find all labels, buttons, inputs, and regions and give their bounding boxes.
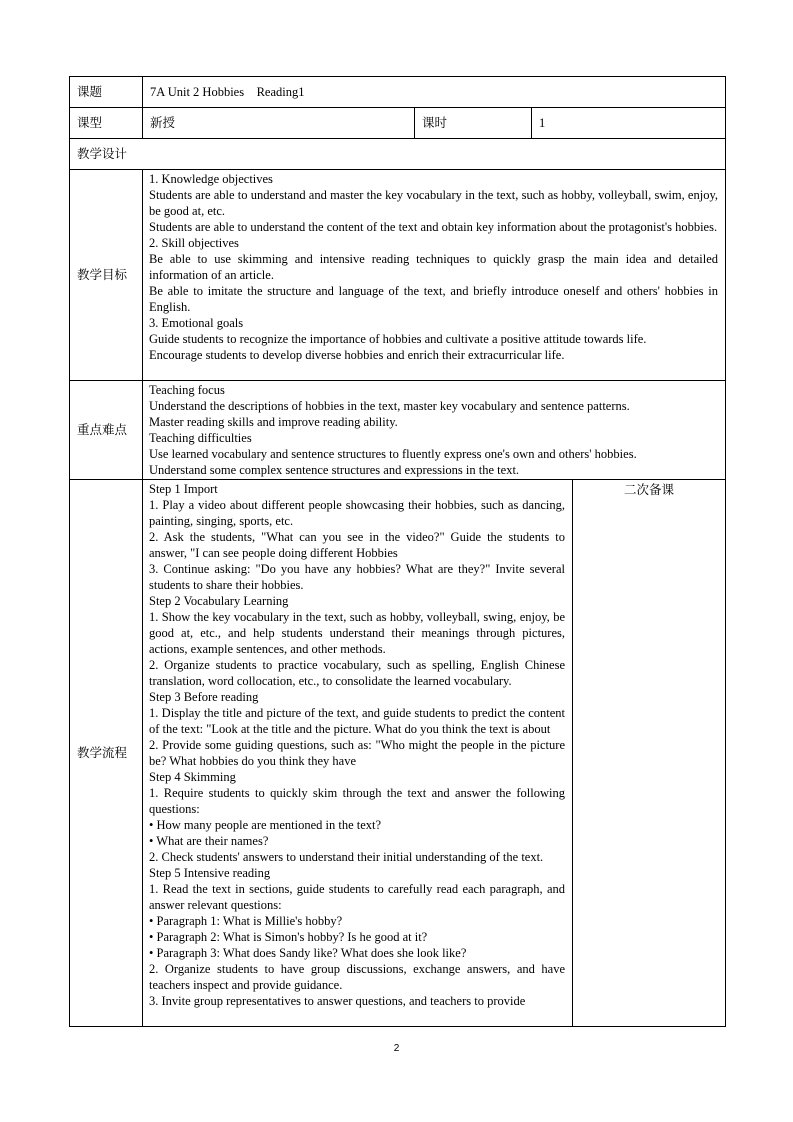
- text-line: • Paragraph 1: What is Millie's hobby?: [149, 914, 343, 928]
- text-line: 2. Check students' answers to understand their initial understanding of the text.: [149, 850, 544, 864]
- text-line: Use learned vocabulary and sentence structures to fluently express one's own and others' hobbies.: [149, 447, 637, 461]
- text-line: Encourage students to develop diverse hobbies and enrich their extracurricular life.: [149, 348, 565, 362]
- design-label: 教学设计: [70, 139, 726, 170]
- text-line: 1. Play a video about different people showcasing their hobbies, such as dancing, painting, singing, sports, etc.: [149, 498, 565, 528]
- text-line: Guide students to recognize the importance of hobbies and cultivate a positive attitude towards life.: [149, 332, 647, 346]
- design-row: [70, 139, 726, 170]
- text-line: Step 2 Vocabulary Learning: [149, 594, 289, 608]
- text-line: • Paragraph 3: What does Sandy like? What does she look like?: [149, 946, 467, 960]
- objectives-content: [143, 170, 726, 381]
- text-line: 2. Organize students to have group discussions, exchange answers, and have teachers inspect and provide guidance.: [149, 962, 565, 992]
- text-line: Step 1 Import: [149, 482, 218, 496]
- focus-row: [70, 381, 726, 480]
- text-line: Step 3 Before reading: [149, 690, 259, 704]
- notes-label: 二次备课: [573, 480, 726, 1027]
- text-line: Students are able to understand the content of the text and obtain key information about the protagonist's hobbies.: [149, 220, 718, 234]
- type-row: [70, 108, 726, 139]
- hours-label: 课时: [415, 108, 532, 139]
- process-row: [70, 480, 726, 1027]
- text-line: Students are able to understand and master the key vocabulary in the text, such as hobby, volleyball, swim, enjoy, be good at, etc.: [149, 188, 719, 218]
- focus-label: 重点难点: [70, 381, 143, 480]
- text-line: 2. Organize students to practice vocabulary, such as spelling, English Chinese translation, word collocation, etc., to consolidate the learned vocabulary.: [149, 658, 565, 688]
- text-line: Teaching difficulties: [149, 431, 252, 445]
- text-line: Be able to use skimming and intensive reading techniques to quickly grasp the main idea and detailed information of an article.: [149, 252, 719, 282]
- text-line: Step 5 Intensive reading: [149, 866, 271, 880]
- lesson-plan-table: [69, 76, 726, 1027]
- text-line: 2. Skill objectives: [149, 236, 239, 250]
- text-line: 1. Read the text in sections, guide students to carefully read each paragraph, and answer relevant questions:: [149, 882, 565, 912]
- text-line: 2. Provide some guiding questions, such as: "Who might the people in the picture be? What hobbies do you think they have: [149, 738, 565, 768]
- text-line: • How many people are mentioned in the text?: [149, 818, 382, 832]
- text-line: 1. Require students to quickly skim through the text and answer the following questions:: [149, 786, 565, 816]
- text-line: 1. Knowledge objectives: [149, 172, 273, 186]
- text-line: Step 4 Skimming: [149, 770, 236, 784]
- text-line: • Paragraph 2: What is Simon's hobby? Is he good at it?: [149, 930, 428, 944]
- topic-row: [70, 77, 726, 108]
- topic-value: 7A Unit 2 Hobbies Reading1: [143, 77, 726, 108]
- process-content: [143, 480, 573, 1027]
- text-line: 3. Emotional goals: [149, 316, 244, 330]
- text-line: Master reading skills and improve reading ability.: [149, 415, 398, 429]
- text-line: Understand the descriptions of hobbies in the text, master key vocabulary and sentence patterns.: [149, 399, 630, 413]
- text-line: 3. Continue asking: "Do you have any hobbies? What are they?" Invite several students to share their hobbies.: [149, 562, 565, 592]
- process-label: 教学流程: [70, 480, 143, 1027]
- focus-content: [143, 381, 726, 480]
- text-line: Be able to imitate the structure and language of the text, and briefly introduce oneself and others' hobbies in English.: [149, 284, 719, 314]
- hours-value: 1: [532, 108, 726, 139]
- text-line: 1. Show the key vocabulary in the text, such as hobby, volleyball, swing, enjoy, be good at, etc., and help students understand their meanings through pictures, actions, example sentences, and other methods.: [149, 610, 565, 656]
- page-number: 2: [393, 1043, 400, 1054]
- text-line: 2. Ask the students, "What can you see in the video?" Guide the students to answer, "I can see people doing different Hobbies: [149, 530, 565, 560]
- objectives-label: 教学目标: [70, 170, 143, 381]
- text-line: Understand some complex sentence structures and expressions in the text.: [149, 463, 520, 477]
- text-line: Teaching focus: [149, 383, 225, 397]
- text-line: • What are their names?: [149, 834, 269, 848]
- topic-label: 课题: [70, 77, 143, 108]
- objectives-row: [70, 170, 726, 381]
- text-line: 1. Display the title and picture of the text, and guide students to predict the content of the text: "Look at the title and the picture. What do you think the text is about: [149, 706, 565, 736]
- type-label: 课型: [70, 108, 143, 139]
- type-value: 新授: [143, 108, 415, 139]
- text-line: 3. Invite group representatives to answer questions, and teachers to provide: [149, 994, 526, 1008]
